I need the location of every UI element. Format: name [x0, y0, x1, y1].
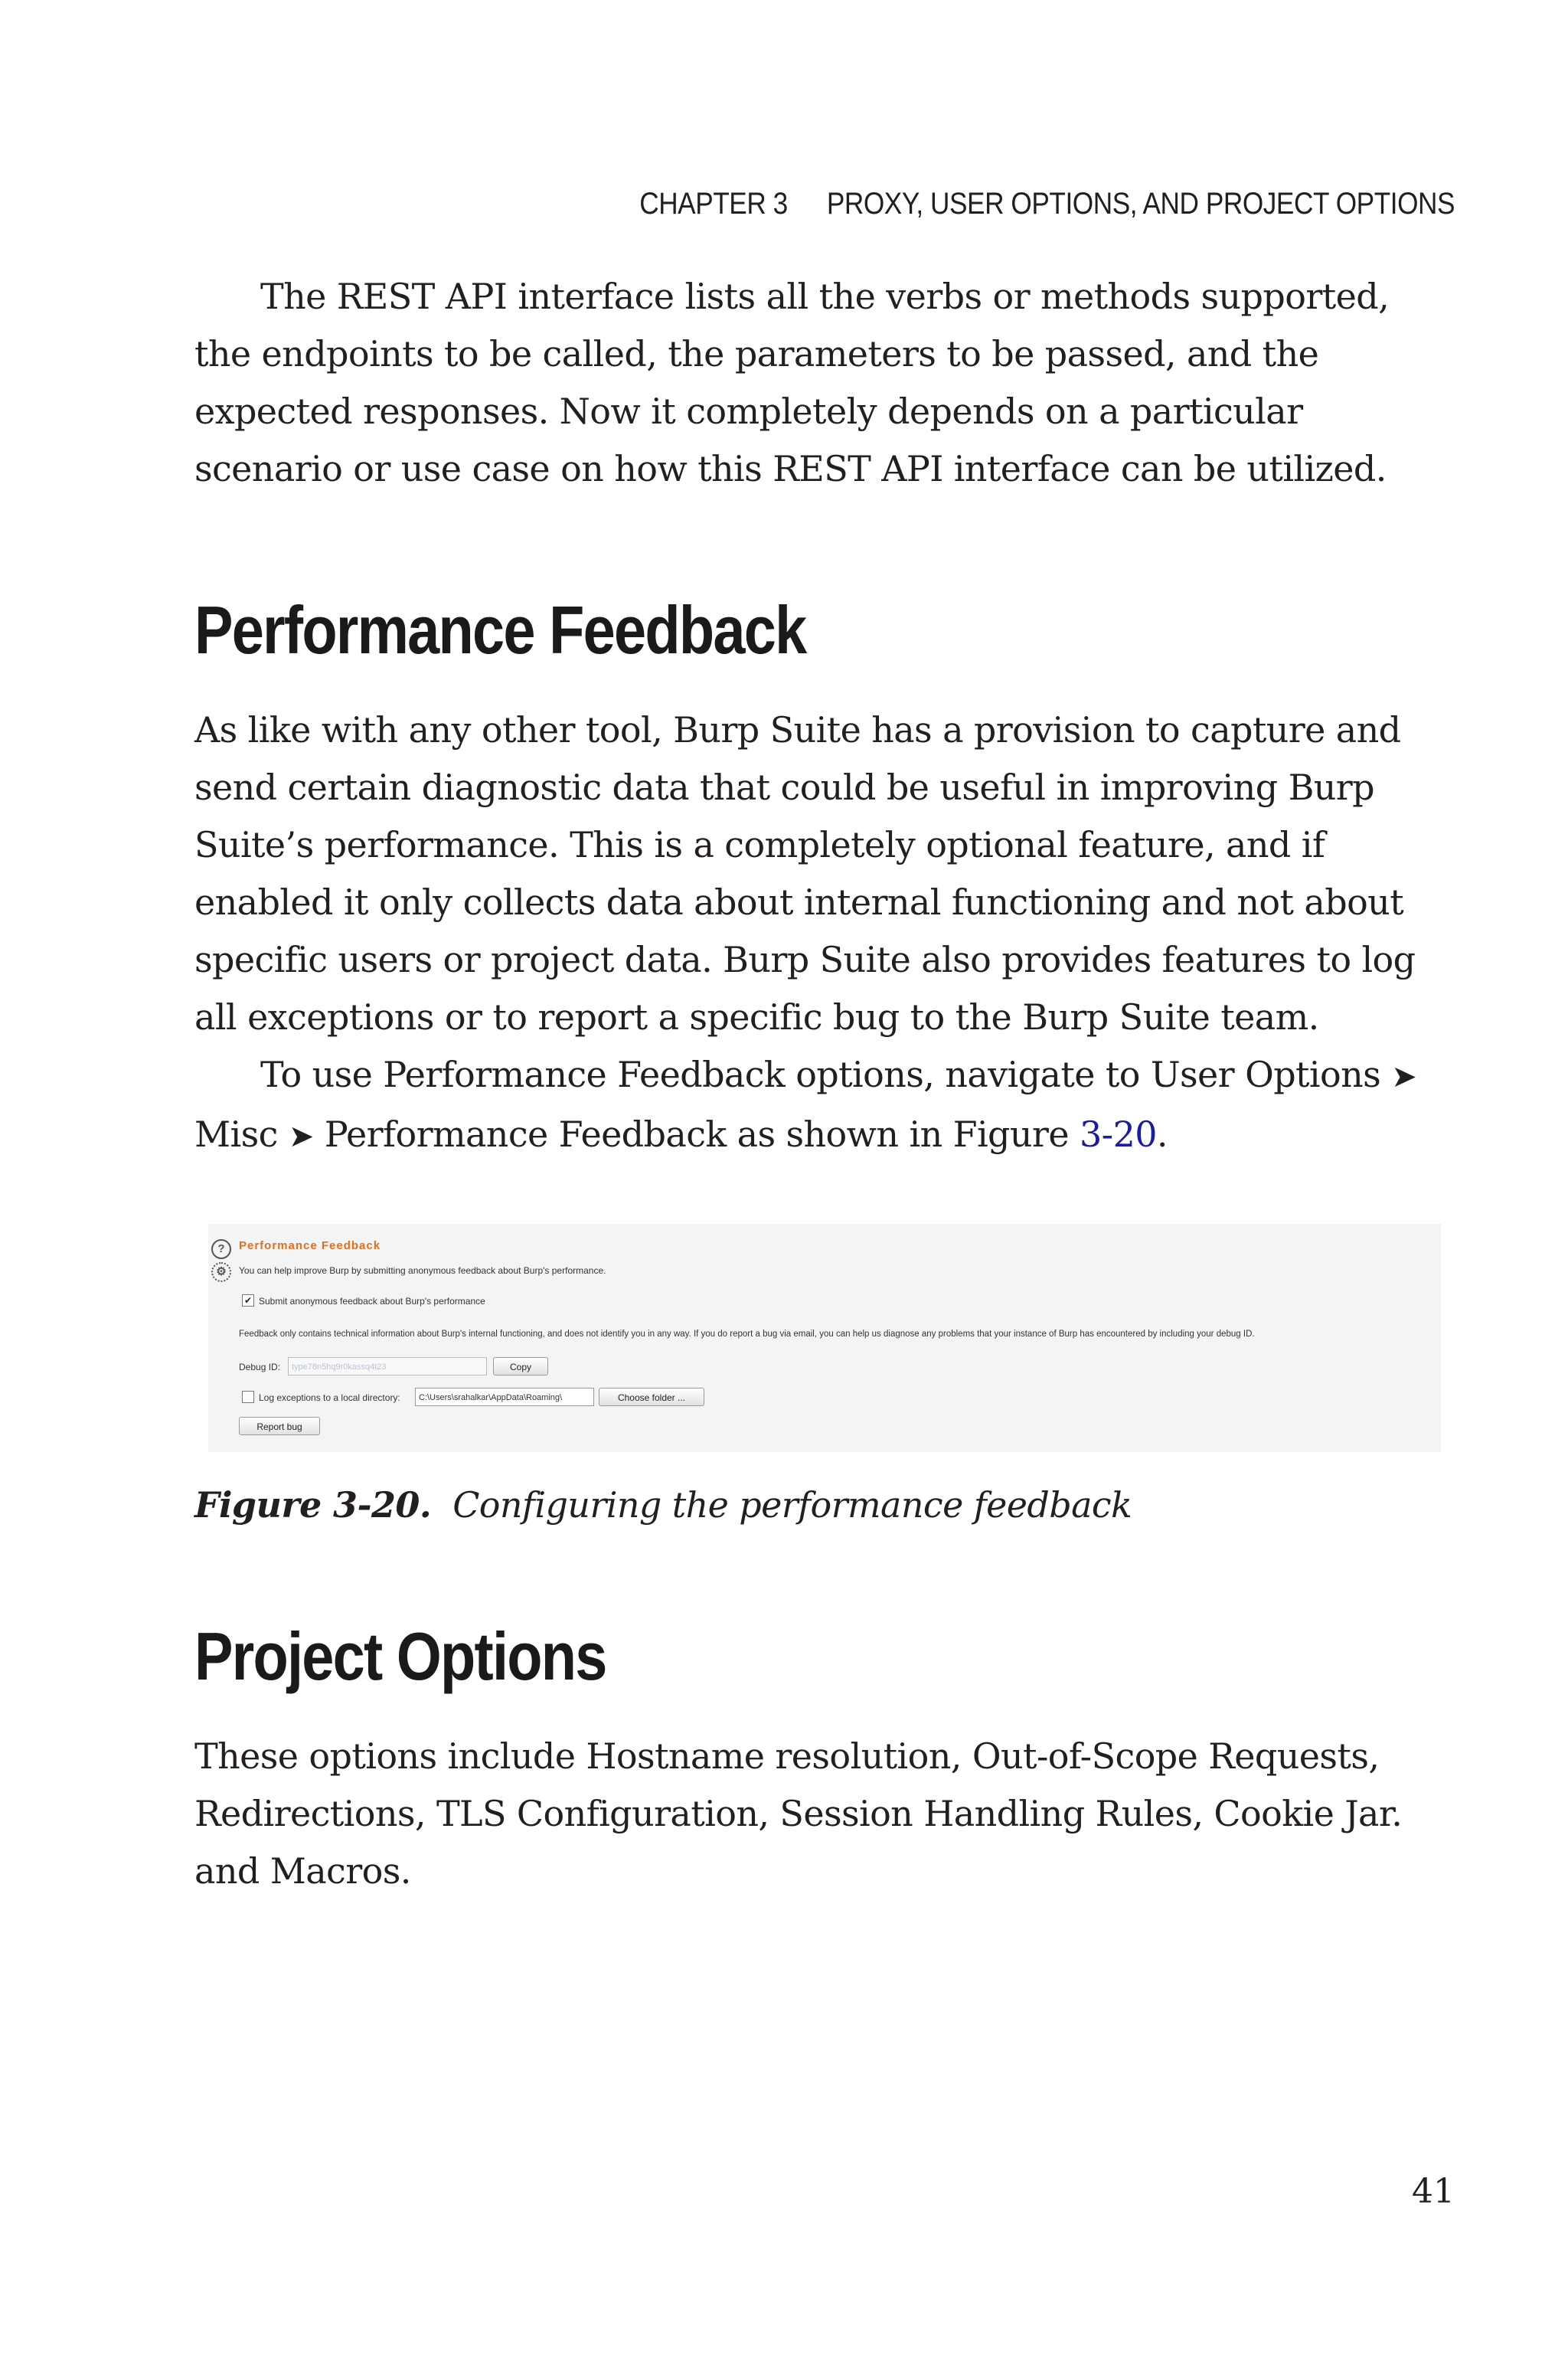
heading-performance-feedback: Performance Feedback: [194, 592, 806, 668]
navigate-paragraph: [194, 1046, 1455, 1166]
figure-caption-label: Figure 3-20.: [194, 1484, 432, 1526]
copy-button[interactable]: Copy: [493, 1357, 548, 1375]
gear-icon[interactable]: ⚙: [211, 1262, 231, 1282]
figure-description: You can help improve Burp by submitting anonymous feedback about Burp's performance.: [239, 1265, 606, 1276]
book-page: [194, 0, 1455, 2378]
heading-project-options: Project Options: [194, 1618, 606, 1694]
figure-link[interactable]: 3-20: [1079, 1114, 1157, 1155]
figure-panel-title: Performance Feedback: [239, 1239, 381, 1252]
log-path-field[interactable]: C:\Users\srahalkar\AppData\Roaming\: [415, 1388, 594, 1406]
navigate-text-1: To use Performance Feedback options, navigate to User Options: [260, 1054, 1392, 1095]
performance-intro-paragraph: As like with any other tool, Burp Suite has a provision to capture and send certain diagnostic data that could be useful in improving Burp Suite’s performance. This is a completely optional feature, and if enabled it only collects data about internal functioning and not about specific users or project data. Burp Suite also provides features to log all exceptions or to report a specific bug to the Burp Suite team.: [194, 709, 1416, 1038]
report-bug-button[interactable]: Report bug: [239, 1417, 320, 1435]
running-header: [639, 187, 1455, 221]
submit-feedback-label: Submit anonymous feedback about Burp's performance: [259, 1296, 485, 1307]
menu-arrow-icon: ➤: [288, 1119, 314, 1154]
chapter-title: PROXY, USER OPTIONS, AND PROJECT OPTIONS: [826, 187, 1455, 221]
debug-id-field[interactable]: type78n5hq9r0kassq4t23: [288, 1357, 487, 1375]
log-exceptions-checkbox[interactable]: [242, 1391, 254, 1403]
choose-folder-button[interactable]: Choose folder ...: [599, 1388, 704, 1406]
figure-screenshot: [208, 1224, 1441, 1452]
project-options-paragraph: These options include Hostname resolution, Out-of-Scope Requests, Redirections, TLS Configuration, Session Handling Rules, Cookie Jar. and Macros.: [194, 1735, 1403, 1892]
rest-api-paragraph: The REST API interface lists all the verbs or methods supported, the endpoints to be called, the parameters to be passed, and the expected responses. Now it completely depends on a particular scenario or use case on how this REST API interface can be utilized.: [194, 276, 1390, 489]
navigate-text-end: .: [1156, 1114, 1168, 1155]
page-number: 41: [1412, 2172, 1455, 2211]
submit-feedback-checkbox[interactable]: ✔: [242, 1294, 254, 1307]
chapter-label: CHAPTER 3: [639, 187, 788, 221]
debug-id-label: Debug ID:: [239, 1362, 281, 1372]
feedback-note: Feedback only contains technical information about Burp's internal functioning, and does not identify you in any way. If you do report a bug via email, you can help us diagnose any problems that your instance of Burp has encountered by including your debug ID.: [239, 1330, 1255, 1339]
navigate-text-3: Performance Feedback as shown in Figure: [313, 1114, 1080, 1155]
figure-caption-text: Configuring the performance feedback: [452, 1484, 1132, 1526]
navigate-text-2: Misc: [194, 1114, 289, 1155]
log-exceptions-label: Log exceptions to a local directory:: [259, 1392, 400, 1403]
menu-arrow-icon: ➤: [1391, 1059, 1417, 1094]
help-icon[interactable]: ?: [211, 1239, 231, 1259]
figure-caption: [194, 1484, 1132, 1526]
